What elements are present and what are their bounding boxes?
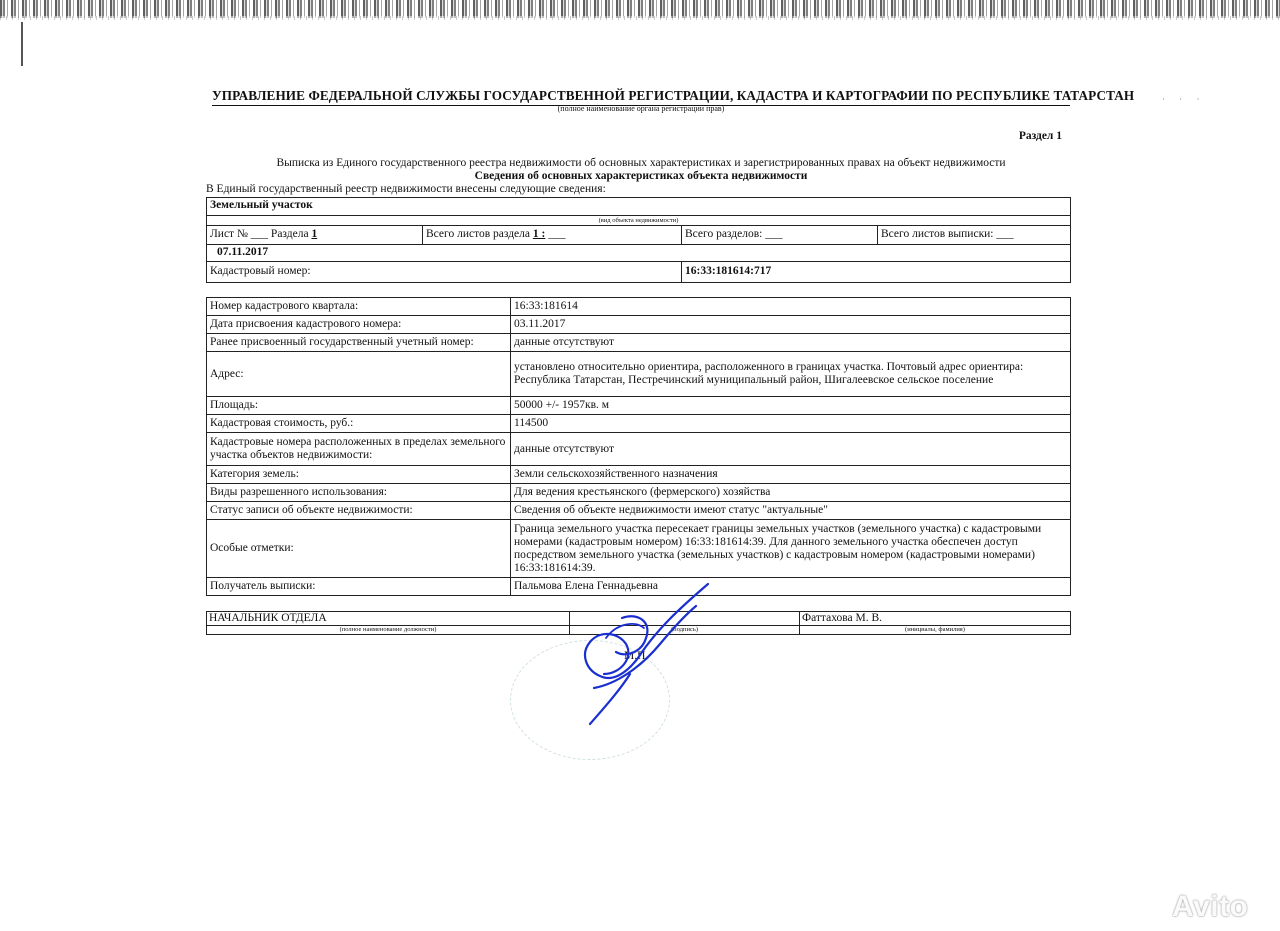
intro-text: В Единый государственный реестр недвижимости внесены следующие сведения: (206, 183, 606, 195)
agency-subtitle: (полное наименование органа регистрации прав) (557, 104, 725, 113)
stamp-label: М.П. (624, 650, 649, 662)
section-label: Раздел 1 (1018, 130, 1062, 142)
object-type-caption: (вид объекта недвижимости) (207, 215, 1070, 225)
cadastral-number-value: 16:33:181614:717 (685, 265, 772, 277)
name-caption: (инициалы, фамилия) (800, 626, 1071, 635)
section-number: 1 (311, 228, 318, 240)
document-title: Выписка из Единого государственного реестра недвижимости об основных характеристиках и зарегистрированных правах на объект недвижимости (276, 157, 1006, 169)
signature-caption: (подпись) (570, 626, 800, 635)
total-sheets-cell: Всего листов раздела 1 : ___ (423, 226, 682, 245)
row-value: 16:33:181614 (511, 298, 1071, 316)
scan-artifact-top-dots (0, 16, 1280, 20)
sheet-info-row (207, 225, 1070, 245)
row-label: Дата присвоения кадастрового номера: (207, 316, 511, 334)
row-label: Ранее присвоенный государственный учетный номер: (207, 334, 511, 352)
extract-date: 07.11.2017 (207, 245, 1070, 262)
characteristics-table (206, 297, 1071, 596)
document-subtitle: Сведения об основных характеристиках объекта недвижимости (474, 170, 808, 182)
table-row (207, 502, 1071, 520)
watermark-logo: Avito (1172, 890, 1249, 923)
cadastral-number-label: Кадастровый номер: (207, 262, 682, 282)
row-label: Номер кадастрового квартала: (207, 298, 511, 316)
total-extract-sheets-cell: Всего листов выписки: ___ (881, 228, 1014, 240)
table-row (207, 334, 1071, 352)
table-row (207, 466, 1071, 484)
row-value: данные отсутствуют (511, 433, 1071, 466)
row-label: Получатель выписки: (207, 578, 511, 596)
row-value: Земли сельскохозяйственного назначения (511, 466, 1071, 484)
object-type: Земельный участок (210, 199, 313, 211)
row-value: Для ведения крестьянского (фермерского) хозяйства (511, 484, 1071, 502)
table-row (207, 397, 1071, 415)
row-value: 50000 +/- 1957кв. м (511, 397, 1071, 415)
row-value: установлено относительно ориентира, расположенного в границах участка. Почтовый адрес ориентира: Республика Татарстан, Пестречинский муниципальный район, Шигалеевское сельское поселение (511, 352, 1071, 397)
table-row (207, 433, 1071, 466)
table-row (207, 484, 1071, 502)
cadastral-number-row (207, 262, 1070, 282)
row-label: Статус записи об объекте недвижимости: (207, 502, 511, 520)
row-label: Кадастровая стоимость, руб.: (207, 415, 511, 433)
row-value: Граница земельного участка пересекает границы земельных участков (земельного участка) с кадастровыми номерами (кадастровым номером) 16:33:181614:39. Для данного земельного участка обеспечен доступ посредством земельного участка (земельных участков) с кадастровым номером (кадастровыми номерами) 16:33:181614:39. (511, 520, 1071, 578)
object-summary-box (206, 197, 1071, 283)
sheet-number-cell: Лист № ___ Раздела 1 (207, 226, 423, 245)
total-sections-cell: Всего разделов: ___ (682, 226, 878, 245)
table-row (207, 520, 1071, 578)
official-name: Фаттахова М. В. (800, 612, 1071, 626)
table-row (207, 316, 1071, 334)
row-label: Адрес: (207, 352, 511, 397)
table-row (207, 298, 1071, 316)
table-row (207, 352, 1071, 397)
total-sheets-value: 1 : (532, 228, 546, 240)
row-value: данные отсутствуют (511, 334, 1071, 352)
row-value: Пальмова Елена Геннадьевна (511, 578, 1071, 596)
row-label: Площадь: (207, 397, 511, 415)
row-value: 114500 (511, 415, 1071, 433)
row-value: Сведения об объекте недвижимости имеют статус "актуальные" (511, 502, 1071, 520)
handwritten-signature (560, 578, 720, 728)
position-caption: (полное наименование должности) (207, 626, 570, 635)
agency-title: УПРАВЛЕНИЕ ФЕДЕРАЛЬНОЙ СЛУЖБЫ ГОСУДАРСТВЕННОЙ РЕГИСТРАЦИИ, КАДАСТРА И КАРТОГРАФИИ ПО РЕСПУБЛИКЕ ТАТАРСТАН (212, 88, 1070, 106)
scan-artifact-marks: · · · (1162, 94, 1206, 104)
row-label: Категория земель: (207, 466, 511, 484)
row-label: Кадастровые номера расположенных в пределах земельного участка объектов недвижимости: (207, 433, 511, 466)
official-position: НАЧАЛЬНИК ОТДЕЛА (207, 612, 570, 626)
row-value: 03.11.2017 (511, 316, 1071, 334)
row-label: Виды разрешенного использования: (207, 484, 511, 502)
row-label: Особые отметки: (207, 520, 511, 578)
table-row (207, 415, 1071, 433)
scan-artifact-line (21, 22, 23, 66)
